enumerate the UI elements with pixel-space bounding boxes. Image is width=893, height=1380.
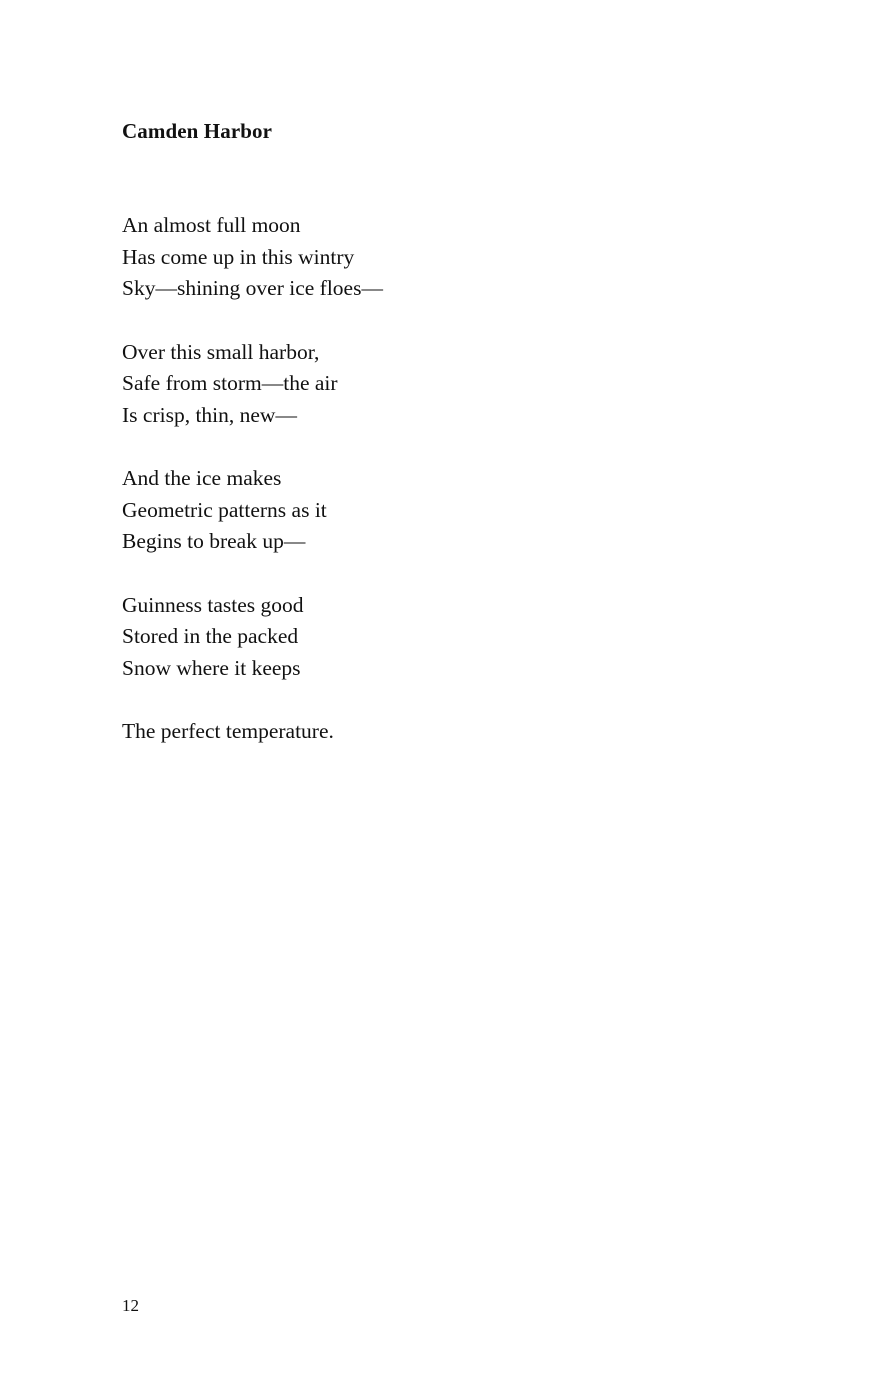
- poem-line: And the ice makes: [122, 466, 282, 490]
- poem-line: Geometric patterns as it: [122, 497, 327, 522]
- poem-line: Has come up in this wintry: [122, 244, 355, 269]
- poem-line: Sky—shining over ice floes—: [122, 276, 383, 300]
- stanza: [122, 716, 383, 748]
- poem-line: Guinness tastes good: [122, 592, 304, 617]
- page-number: 12: [122, 1296, 139, 1315]
- poem-line: Stored in the packed: [122, 624, 299, 648]
- poem-title: Camden Harbor: [122, 119, 273, 143]
- stanza: [122, 337, 383, 432]
- stanza: [122, 210, 383, 305]
- poem-line: Is crisp, thin, new—: [122, 402, 297, 427]
- poem-line: An almost full moon: [122, 213, 301, 237]
- poem-line: The perfect temperature.: [122, 719, 334, 743]
- stanza: [122, 463, 383, 558]
- poem-line: Over this small harbor,: [122, 339, 320, 364]
- poem-line: Safe from storm—the air: [122, 371, 338, 395]
- poem-body: [122, 210, 383, 780]
- stanza: [122, 590, 383, 685]
- poem-line: Snow where it keeps: [122, 655, 301, 680]
- poem-line: Begins to break up—: [122, 529, 306, 553]
